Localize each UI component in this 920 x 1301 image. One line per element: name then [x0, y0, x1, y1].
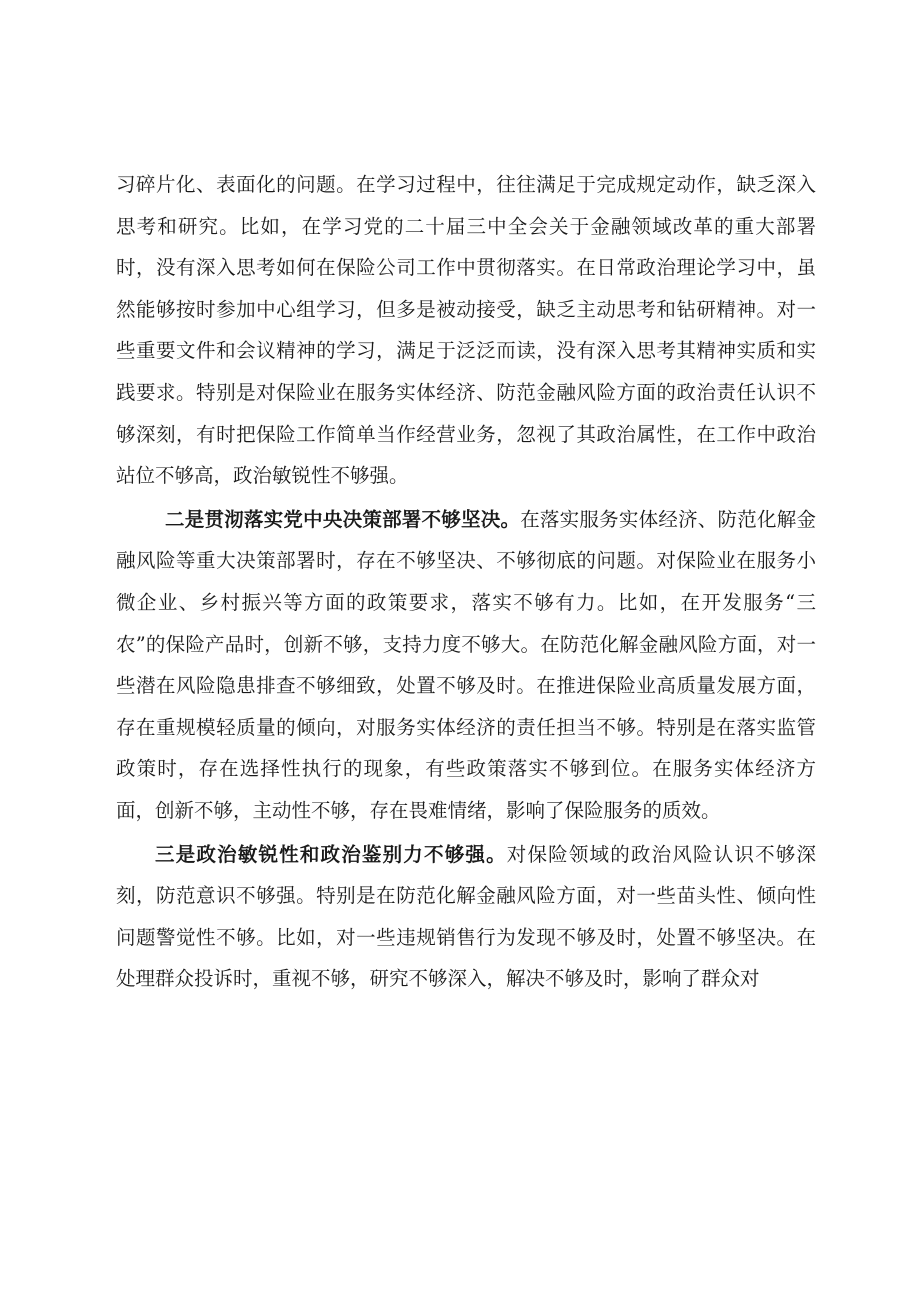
paragraph-text: 对保险领域的政治风险认识不够深刻，防范意识不够强。特别是在防范化解金融风险方面，对一些苗头性、倾向性问题警觉性不够。比如，对一些违规销售行为发现不够及时，处置不够坚决。在处理群众投诉时，重视不够，研究不够深入，解决不够及时，影响了群众对	[116, 842, 816, 991]
paragraph-section-two	[116, 499, 816, 832]
paragraph-text: 在落实服务实体经济、防范化解金融风险等重大决策部署时，存在不够坚决、不够彻底的问题。对保险业在服务小微企业、乡村振兴等方面的政策要求，落实不够有力。比如，在开发服务“三农”的保险产品时，创新不够，支持力度不够大。在防范化解金融风险方面，对一些潜在风险隐患排查不够细致，处置不够及时。在推进保险业高质量发展方面，存在重规模轻质量的倾向，对服务实体经济的责任担当不够。特别是在落实监管政策时，存在选择性执行的现象，有些政策落实不够到位。在服务实体经济方面，创新不够，主动性不够，存在畏难情绪，影响了保险服务的质效。	[116, 507, 816, 822]
section-heading-two: 二是贯沏落实党中央决策部署不够坚决。	[165, 507, 521, 531]
paragraph-section-three	[116, 834, 816, 1000]
section-heading-three: 三是政治敏锐性和政治鉴别力不够强。	[155, 842, 507, 866]
document-body	[116, 164, 816, 1000]
paragraph-text: 习碎片化、表面化的问题。在学习过程中，往往满足于完成规定动作，缺乏深入思考和研究。比如，在学习党的二十届三中全会关于金融领域改革的重大部署时，没有深入思考如何在保险公司工作中贯彻落实。在日常政治理论学习中，虽然能够按时参加中心组学习，但多是被动接受，缺乏主动思考和钻研精神。对一些重要文件和会议精神的学习，满足于泛泛而读，没有深入思考其精神实质和实践要求。特别是对保险业在服务实体经济、防范金融风险方面的政治责任认识不够深刻，有时把保险工作简单当作经营业务，忽视了其政治属性，在工作中政治站位不够高，政治敏锐性不够强。	[116, 173, 816, 488]
paragraph-continuation	[116, 164, 816, 497]
